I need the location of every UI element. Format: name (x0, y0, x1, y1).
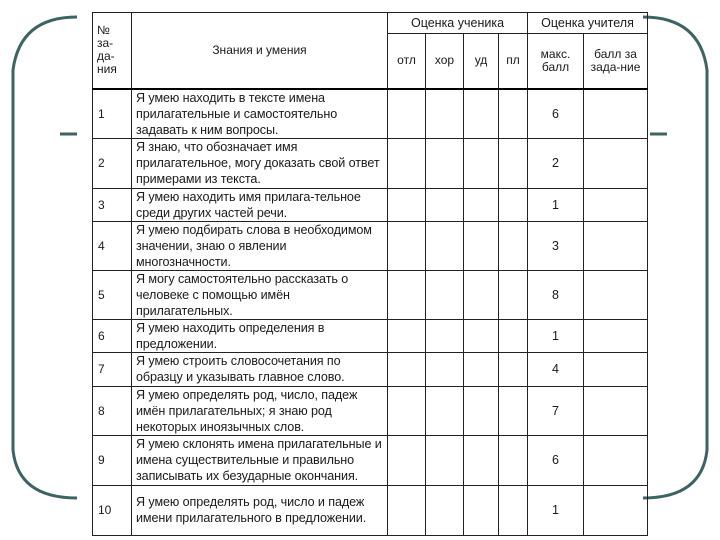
student-mark-hor-cell[interactable] (426, 89, 464, 139)
header-max-score: макс. балл (528, 34, 584, 89)
student-mark-hor-cell[interactable] (426, 138, 464, 188)
header-otl: отл (388, 34, 426, 89)
student-mark-pl-cell[interactable] (499, 221, 528, 270)
student-mark-otl-cell[interactable] (388, 221, 426, 270)
task-number: 5 (93, 270, 132, 319)
table-row (93, 221, 648, 270)
student-mark-hor-cell[interactable] (426, 319, 464, 352)
task-score-cell[interactable] (584, 435, 648, 485)
student-mark-ud-cell[interactable] (464, 138, 499, 188)
header-pl: пл (499, 34, 528, 89)
student-mark-ud-cell[interactable] (464, 386, 499, 435)
max-score: 1 (528, 188, 584, 221)
student-mark-hor-cell[interactable] (426, 270, 464, 319)
max-score: 6 (528, 89, 584, 139)
task-score-cell[interactable] (584, 270, 648, 319)
header-task-score: балл за зада-ние (584, 34, 648, 89)
student-mark-pl-cell[interactable] (499, 386, 528, 435)
student-mark-ud-cell[interactable] (464, 319, 499, 352)
student-mark-hor-cell[interactable] (426, 386, 464, 435)
table-row (93, 270, 648, 319)
student-mark-pl-cell[interactable] (499, 89, 528, 139)
max-score: 1 (528, 485, 584, 535)
table-row (93, 89, 648, 139)
skill-text: Я умею склонять имена прилагательные и имена существительные и правильно записывать их безударные окончания. (132, 435, 388, 485)
task-number: 3 (93, 188, 132, 221)
header-teacher-group: Оценка учителя (528, 13, 648, 34)
student-mark-hor-cell[interactable] (426, 221, 464, 270)
task-number: 10 (93, 485, 132, 535)
skill-text: Я умею определять род, число, падеж имён прилагательных; я знаю род некоторых иноязычных слов. (132, 386, 388, 435)
task-number: 8 (93, 386, 132, 435)
student-mark-ud-cell[interactable] (464, 435, 499, 485)
student-mark-otl-cell[interactable] (388, 138, 426, 188)
student-mark-hor-cell[interactable] (426, 188, 464, 221)
task-score-cell[interactable] (584, 352, 648, 386)
task-score-cell[interactable] (584, 138, 648, 188)
student-mark-ud-cell[interactable] (464, 352, 499, 386)
header-hor: хор (426, 34, 464, 89)
task-score-cell[interactable] (584, 485, 648, 535)
skill-text: Я умею находить определения в предложении. (132, 319, 388, 352)
student-mark-hor-cell[interactable] (426, 485, 464, 535)
student-mark-otl-cell[interactable] (388, 435, 426, 485)
max-score: 4 (528, 352, 584, 386)
skill-text: Я могу самостоятельно рассказать о человеке с помощью имён прилагательных. (132, 270, 388, 319)
task-score-cell[interactable] (584, 221, 648, 270)
student-mark-pl-cell[interactable] (499, 352, 528, 386)
max-score: 1 (528, 319, 584, 352)
task-score-cell[interactable] (584, 319, 648, 352)
table-row (93, 138, 648, 188)
skill-text: Я знаю, что обозначает имя прилагательное, могу доказать свой ответ примерами из текста. (132, 138, 388, 188)
student-mark-otl-cell[interactable] (388, 188, 426, 221)
table-row (93, 386, 648, 435)
skill-text: Я умею подбирать слова в необходимом значении, знаю о явлении многозначности. (132, 221, 388, 270)
task-number: 4 (93, 221, 132, 270)
student-mark-pl-cell[interactable] (499, 138, 528, 188)
student-mark-ud-cell[interactable] (464, 270, 499, 319)
student-mark-pl-cell[interactable] (499, 485, 528, 535)
student-mark-otl-cell[interactable] (388, 89, 426, 139)
max-score: 8 (528, 270, 584, 319)
header-skills: Знания и умения (132, 13, 388, 89)
skill-text: Я умею определять род, число и падеж имени прилагательного в предложении. (132, 485, 388, 535)
student-mark-pl-cell[interactable] (499, 435, 528, 485)
student-mark-otl-cell[interactable] (388, 485, 426, 535)
student-mark-otl-cell[interactable] (388, 270, 426, 319)
student-mark-ud-cell[interactable] (464, 221, 499, 270)
task-score-cell[interactable] (584, 188, 648, 221)
table-row (93, 352, 648, 386)
student-mark-ud-cell[interactable] (464, 188, 499, 221)
task-number: 9 (93, 435, 132, 485)
skill-text: Я умею строить словосочетания по образцу и указывать главное слово. (132, 352, 388, 386)
skill-text: Я умею находить в тексте имена прилагательные и самостоятельно задавать к ним вопросы. (132, 89, 388, 139)
student-mark-hor-cell[interactable] (426, 435, 464, 485)
student-mark-ud-cell[interactable] (464, 89, 499, 139)
task-number: 7 (93, 352, 132, 386)
table-row (93, 485, 648, 535)
left-bracket (13, 17, 77, 498)
student-mark-pl-cell[interactable] (499, 188, 528, 221)
max-score: 6 (528, 435, 584, 485)
student-mark-otl-cell[interactable] (388, 319, 426, 352)
task-number: 1 (93, 89, 132, 139)
student-mark-pl-cell[interactable] (499, 319, 528, 352)
header-number: № за-да-ния (93, 13, 132, 89)
table-row (93, 188, 648, 221)
right-bracket (643, 17, 707, 498)
table-row (93, 319, 648, 352)
task-score-cell[interactable] (584, 89, 648, 139)
max-score: 3 (528, 221, 584, 270)
task-score-cell[interactable] (584, 386, 648, 435)
student-mark-pl-cell[interactable] (499, 270, 528, 319)
student-mark-ud-cell[interactable] (464, 485, 499, 535)
max-score: 2 (528, 138, 584, 188)
student-mark-otl-cell[interactable] (388, 386, 426, 435)
task-number: 6 (93, 319, 132, 352)
task-number: 2 (93, 138, 132, 188)
max-score: 7 (528, 386, 584, 435)
student-mark-otl-cell[interactable] (388, 352, 426, 386)
student-mark-hor-cell[interactable] (426, 352, 464, 386)
header-ud: уд (464, 34, 499, 89)
header-student-group: Оценка ученика (388, 13, 528, 34)
table-row (93, 435, 648, 485)
skill-text: Я умею находить имя прилага-тельное среди других частей речи. (132, 188, 388, 221)
self-assessment-table (92, 12, 648, 536)
